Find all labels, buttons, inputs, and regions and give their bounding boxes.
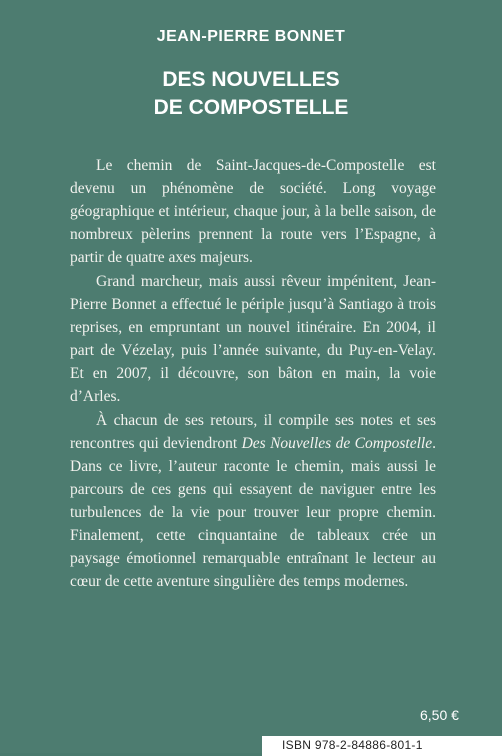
blurb-paragraph-1: Le chemin de Saint-Jacques-de-Compostelle est devenu un phénomène de société. Long voyage géographique et intérieur, chaque jour, à la belle saison, de nombreux pèlerins prennent la route vers l’Espagne, à partir de quatre axes majeurs.: [70, 157, 436, 266]
blurb-paragraph-3-start: À chacun de ses retours, il compile ses notes et ses rencontres qui deviendront: [70, 412, 436, 452]
blurb-paragraph-2: Grand marcheur, mais aussi rêveur impénitent, Jean-Pierre Bonnet a effectué le périple jusqu’à Santiago à trois reprises, en empruntant un nouvel itinéraire. En 2004, il part de Vézelay, puis l’année suivante, du Puy-en-Velay. Et en 2007, il découvre, son bâton en main, la voie d’Arles.: [70, 273, 436, 405]
title-line-2: DE COMPOSTELLE: [153, 96, 349, 119]
book-title-italic: Des Nouvelles de Compostelle: [241, 435, 433, 452]
book-title: [0, 66, 502, 122]
blurb-paragraph-3: [70, 409, 436, 593]
title-line-1: DES NOUVELLES: [162, 68, 340, 91]
barcode-label: [262, 736, 502, 756]
blurb-paragraph-3-end: . Dans ce livre, l’auteur raconte le chemin, mais aussi le parcours de ces gens qui essayent de naviguer entre les turbulences de la vie pour trouver leur propre chemin. Finalement, cette cinquantaine de tableaux crée un paysage émotionnel remarquable entraînant le lecteur au cœur de cette aventure singulière des temps modernes.: [70, 435, 436, 590]
blurb: [70, 154, 436, 593]
price: 6,50 €: [420, 707, 459, 723]
author-name: JEAN-PIERRE BONNET: [156, 28, 346, 45]
isbn: ISBN 978-2-84886-801-1: [282, 738, 423, 752]
